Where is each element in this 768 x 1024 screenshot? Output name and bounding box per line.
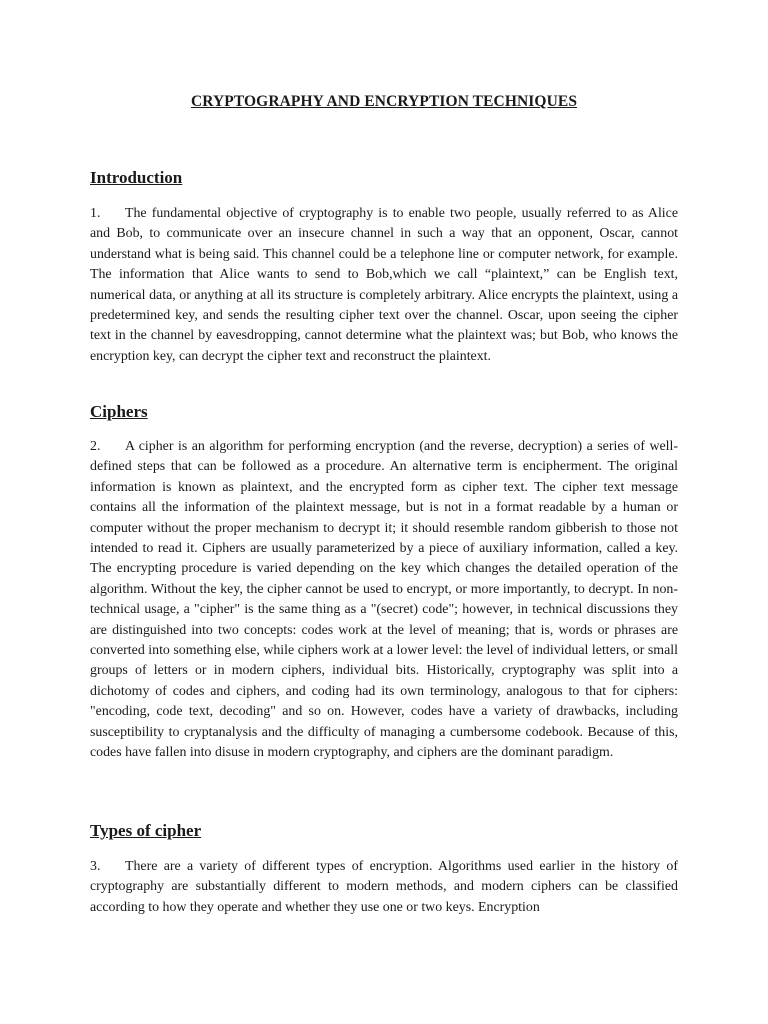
paragraph-number: 1. [90,206,101,221]
paragraph-text: There are a variety of different types of encryption. Algorithms used earlier in the history of cryptography are substantially different to modern methods, and modern ciphers can be classified according to how they operate and whether they use one or two keys. Encryption [90,859,678,915]
paragraph-text: A cipher is an algorithm for performing encryption (and the reverse, decryption) a series of well-defined steps that can be followed as a procedure. An alternative term is encipherment. The original information is known as plaintext, and the encrypted form as cipher text. The cipher text message contains all the information of the plaintext message, but is not in a format readable by a human or computer without the proper mechanism to decrypt it; it should resemble random gibberish to those not intended to read it. Ciphers are usually parameterized by a piece of auxiliary information, called a key. The encrypting procedure is varied depending on the key which changes the detailed operation of the algorithm. Without the key, the cipher cannot be used to encrypt, or more importantly, to decrypt. In non-technical usage, a "cipher" is the same thing as a "(secret) code"; however, in technical discussions they are distinguished into two concepts: codes work at the level of meaning; that is, words or phrases are converted into something else, while ciphers work at a lower level: the level of individual letters, or small groups of letters or in modern ciphers, individual bits. Historically, cryptography was split into a dichotomy of codes and ciphers, and coding had its own terminology, analogous to that for ciphers: "encoding, code text, decoding" and so on. However, codes have a variety of drawbacks, including susceptibility to cryptanalysis and the difficulty of managing a cumbersome codebook. Because of this, codes have fallen into disuse in modern cryptography, and ciphers are the dominant paradigm. [90,439,678,761]
paragraph-number: 2. [90,439,101,454]
section-heading-introduction: Introduction [90,168,183,187]
paragraph-number: 3. [90,859,101,874]
document-title: CRYPTOGRAPHY AND ENCRYPTION TECHNIQUES [190,93,578,110]
paragraph-ciphers [90,437,678,764]
paragraph-text: The fundamental objective of cryptography is to enable two people, usually referred to as Alice and Bob, to communicate over an insecure channel in such a way that an opponent, Oscar, cannot understand what is being said. This channel could be a telephone line or computer network, for example. The information that Alice wants to send to Bob,which we call “plaintext,” can be English text, numerical data, or anything at all its structure is completely arbitrary. Alice encrypts the plaintext, using a predetermined key, and sends the resulting cipher text over the channel. Oscar, upon seeing the cipher text in the channel by eavesdropping, cannot determine what the plaintext was; but Bob, who knows the encryption key, can decrypt the cipher text and reconstruct the plaintext. [90,206,678,364]
paragraph-types-of-cipher [90,857,678,918]
section-heading-types-of-cipher: Types of cipher [90,821,202,840]
paragraph-introduction [90,204,678,367]
section-heading-ciphers: Ciphers [90,402,148,421]
